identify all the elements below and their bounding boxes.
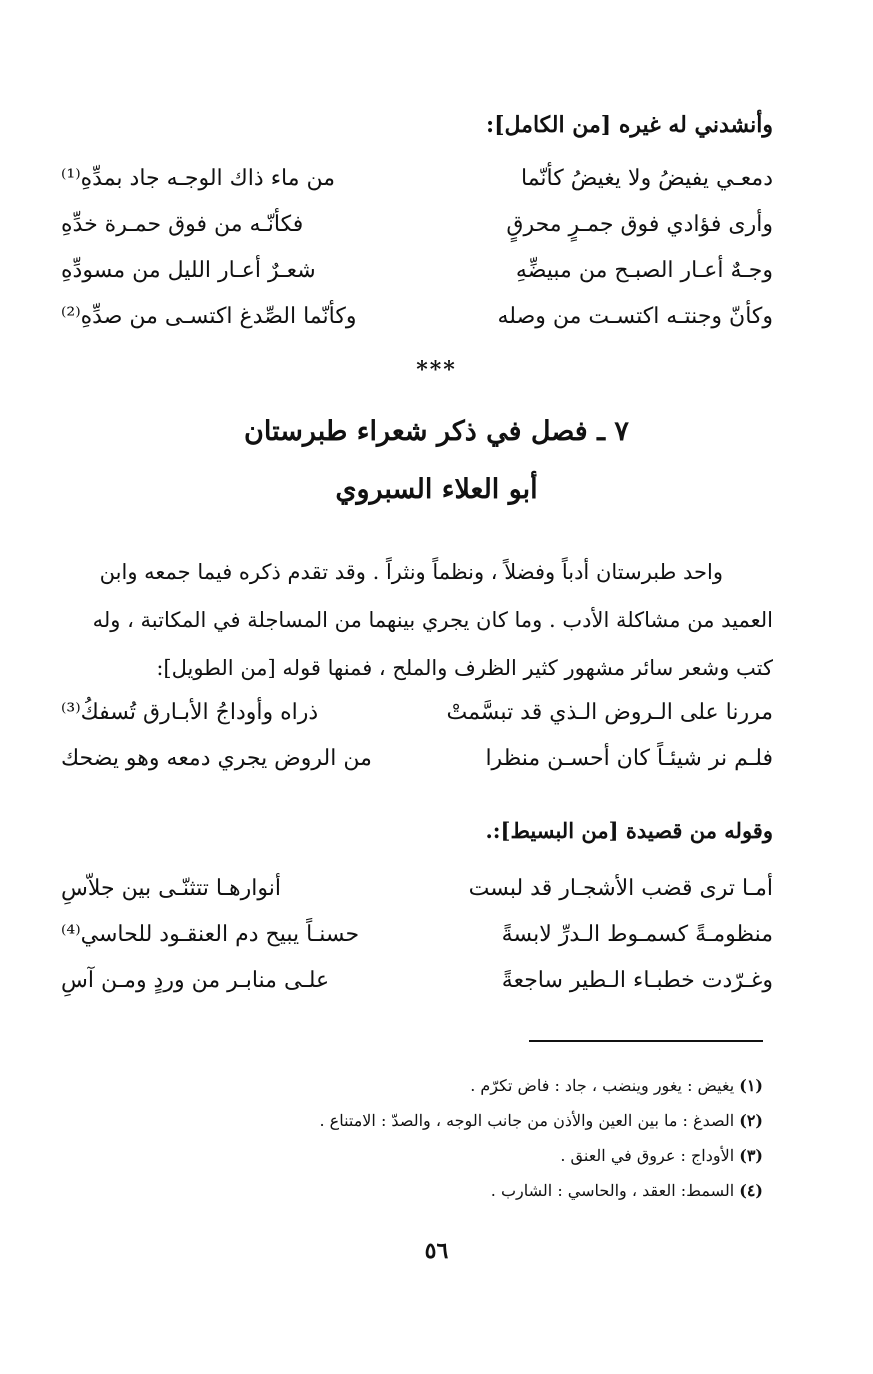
- footnote-text: السمط: العقد ، والحاسي : الشارب .: [490, 1181, 735, 1200]
- verse-second-hemistich: فكأنّـه من فوق حمـرة خدِّهِ: [61, 212, 304, 237]
- verse-first-hemistich: دمعـي يفيضُ ولا يغيضُ كأنّما: [520, 166, 773, 191]
- verse: [61, 166, 773, 212]
- verse-second-hemistich: من الروض يجري دمعه وهو يضحك: [61, 746, 372, 771]
- footnote-number: (١): [739, 1076, 763, 1095]
- verse-second-hemistich: وكأنّما الصِّدغ اكتسـى من صدِّهِ⁽²⁾: [61, 304, 357, 329]
- paragraph-line: واحد طبرستان أدباً وفضلاً ، ونظماً ونثراً . وقد تقدم ذكره فيما جمعه وابن: [99, 560, 723, 584]
- poem-tawil: [61, 700, 773, 792]
- poem-intro: وأنشدني له غيره [من الكامل]:: [485, 112, 773, 138]
- footnote-number: (٤): [739, 1181, 763, 1200]
- verse: [61, 876, 773, 922]
- poem-intro-basit: وقوله من قصيدة [من البسيط]:.: [485, 818, 773, 843]
- verse: [61, 700, 773, 746]
- footnote-divider: [529, 1040, 763, 1042]
- poet-name: أبو العلاء السبروي: [335, 474, 538, 505]
- footnote: [103, 1068, 763, 1103]
- verse: [61, 212, 773, 258]
- footnote-number: (٢): [739, 1111, 763, 1130]
- verse-first-hemistich: وأرى فؤادي فوق جمـرٍ محرقٍ: [506, 212, 773, 237]
- paragraph-line: العميد من مشاكلة الأدب . وما كان يجري بينهما من المساجلة في المكاتبة ، وله: [92, 608, 773, 632]
- section-title: ٧ ـ فصل في ذكر شعراء طبرستان: [244, 416, 629, 447]
- verse: [61, 746, 773, 792]
- footnote-text: الصدغ : ما بين العين والأذن من جانب الوجه ، والصدّ : الامتناع .: [319, 1111, 735, 1130]
- verse-first-hemistich: وغـرّدت خطبـاء الـطير ساجعةً: [501, 968, 773, 993]
- footnotes: [103, 1068, 763, 1208]
- footnote-text: الأوداج : عروق في العنق .: [560, 1146, 735, 1165]
- verse-second-hemistich: أنوارهـا تتثنّـى بين جلاّسِ: [61, 876, 281, 901]
- footnote: [103, 1103, 763, 1138]
- footnote-number: (٣): [739, 1146, 763, 1165]
- footnote-text: يغيض : يغور وينضب ، جاد : فاض تكرّم .: [470, 1076, 735, 1095]
- section-separator: ***: [416, 357, 457, 383]
- paragraph-line: كتب وشعر سائر مشهور كثير الظرف والملح ، فمنها قوله [من الطويل]:: [156, 656, 773, 680]
- verse-second-hemistich: ذراه وأوداجُ الأبـارق تُسفكُ⁽³⁾: [61, 700, 319, 725]
- verse-first-hemistich: مررنا على الـروض الـذي قد تبسَّمتْ: [446, 700, 773, 725]
- poem-basit: [61, 876, 773, 1014]
- verse-first-hemistich: فلـم نر شيئـاً كان أحسـن منظرا: [485, 746, 773, 771]
- verse-second-hemistich: علـى منابـر من وردٍ ومـن آسِ: [61, 968, 330, 993]
- poem-kamil: [61, 166, 773, 350]
- verse-second-hemistich: حسنـاً يبيح دم العنقـود للحاسي⁽⁴⁾: [61, 922, 360, 947]
- verse: [61, 922, 773, 968]
- verse-second-hemistich: شعـرٌ أعـار الليل من مسودِّهِ: [61, 258, 316, 283]
- verse-first-hemistich: وكأنّ وجنتـه اكتسـت من وصله: [497, 304, 773, 329]
- footnote: [103, 1173, 763, 1208]
- verse: [61, 258, 773, 304]
- verse-first-hemistich: منظومـةً كسمـوط الـدرِّ لابسةً: [501, 922, 773, 947]
- page-number: ٥٦: [424, 1238, 449, 1264]
- verse: [61, 968, 773, 1014]
- verse: [61, 304, 773, 350]
- verse-first-hemistich: وجـهٌ أعـار الصبـح من مبيضِّهِ: [515, 258, 773, 283]
- biography-paragraph: [61, 548, 773, 692]
- verse-first-hemistich: أمـا ترى قضب الأشجـار قد لبست: [468, 876, 773, 901]
- verse-second-hemistich: من ماء ذاك الوجـه جاد بمدِّهِ⁽¹⁾: [61, 166, 336, 191]
- footnote: [103, 1138, 763, 1173]
